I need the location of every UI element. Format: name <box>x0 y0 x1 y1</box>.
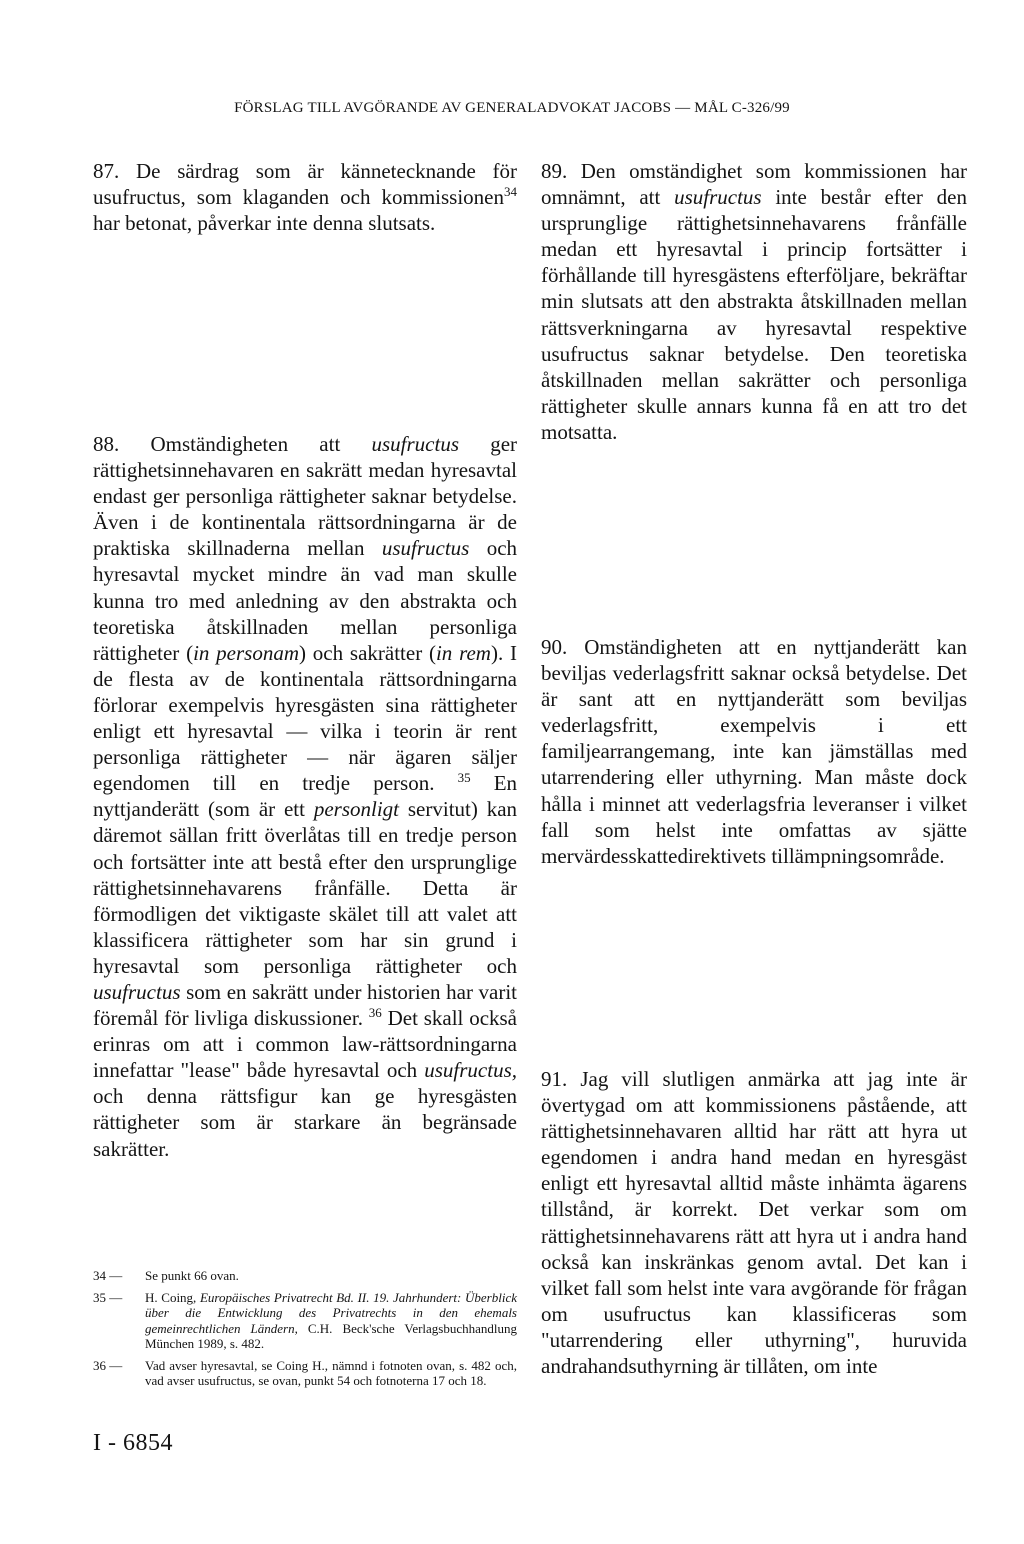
footnote-text: Vad avser hyresavtal, se Coing H., nämnd i fotnoten ovan, s. 482 och, vad avser usufructus, se ovan, punkt 54 och fotnoterna 17 och 18. <box>145 1357 517 1388</box>
footnote-number: 34 — <box>93 1268 123 1283</box>
footnote-text: Se punkt 66 ovan. <box>145 1268 239 1283</box>
paragraph-91 <box>541 1066 967 1379</box>
paragraph-text: servitut) kan däremot sällan fritt överlåtas till en tredje person och fortsätter inte att bestå efter den ursprunglige rättighetsinnehavarens frånfälle. Detta är förmodligen det viktigaste skälet till att valet att klassificera rättigheter som har sin grund i hyresavtal som personliga rättigheter och <box>93 797 518 978</box>
paragraph-text: ger rättighetsinnehavaren en sakrätt medan hyresavtal endast ger personliga rättigheter saknar betydelse. Även i de kontinentala rättsordningarna är de praktiska skillnaderna mellan <box>93 432 518 561</box>
paragraph-text: och hyresavtal mycket mindre än vad man skulle kunna tro med anledning av den abstrakta och teoretiska åtskillnaden mellan personliga rättigheter ( <box>93 536 518 665</box>
page-number: I - 6854 <box>93 1430 173 1456</box>
italic-term: in rem <box>435 640 491 665</box>
italic-term: usufructus <box>371 432 459 456</box>
italic-term: personligt <box>313 797 400 822</box>
paragraph-text: Den omständighet som kommissionen har omnämnt, att <box>541 159 968 210</box>
italic-term: usufructus, <box>424 1058 518 1083</box>
paragraph-number: 91. <box>541 1067 568 1091</box>
paragraph-text: En nyttjanderätt (som är ett <box>93 771 518 822</box>
paragraph-88 <box>93 431 517 1162</box>
paragraph-87 <box>93 158 517 236</box>
footnote-ref-34[interactable]: 34 <box>504 184 517 200</box>
paragraph-number: 88. <box>93 432 120 456</box>
footnote-35 <box>93 1290 517 1352</box>
paragraph-text: ) och sakrätter ( <box>299 640 436 665</box>
paragraph-90 <box>541 634 967 869</box>
footnote-ref-36[interactable]: 36 <box>368 1005 382 1021</box>
footnote-36 <box>93 1358 517 1389</box>
footnotes <box>93 1268 517 1395</box>
paragraph-text: inte består efter den ursprunglige rättighetsinnehavarens frånfälle medan ett hyresavtal i princip fortsätter i förhållande till hyresgästens efterföljare, bekräftar min slutsats att den abstrakta åtskillnaden mellan rättsverkningarna av hyresavtal respektive usufructus saknar betydelse. Den teoretiska åtskillnaden mellan sakrätter och personliga rättigheter skulle annars kunna få en att tro det motsatta. <box>541 185 967 444</box>
paragraph-number: 90. <box>541 635 568 659</box>
footnote-number: 35 — <box>93 1289 123 1305</box>
paragraph-text: Omständigheten att en nyttjanderätt kan beviljas vederlagsfritt saknar också betydelse. Det är sant att en nyttjanderätt som beviljas vederlagsfritt, exempelvis i ett familjearrangemang, inte kan jämställas med utarrendering eller uthyrning. Man måste dock hålla i minnet att vederlagsfria leveranser i vilket fall som helst inte omfattas av sjätte mervärdesskattedirektivets tillämpningsområde. <box>541 635 967 868</box>
footnote-publisher: C.H. Beck'sche Verlagsbuchhandlung München 1989, s. 482. <box>145 1320 518 1351</box>
footnote-34 <box>93 1268 517 1284</box>
footnote-number: 36 — <box>93 1357 123 1373</box>
paragraph-text: Omständigheten att <box>150 432 341 456</box>
paragraph-89 <box>541 158 967 445</box>
italic-term: usufructus <box>674 185 762 210</box>
footnote-ref-35[interactable]: 35 <box>457 770 471 786</box>
paragraph-text: De särdrag som är kännetecknande för usufructus, som klaganden och kommissionen <box>93 159 517 210</box>
paragraph-text: Det skall också erinras om att i common law-rättsordningarna innefattar "lease" både hyresavtal och <box>93 1006 518 1083</box>
italic-term: usufructus <box>381 536 470 561</box>
italic-term: usufructus <box>93 979 181 1004</box>
paragraph-text: ). I de flesta av de kontinentala rättsordningarna förlorar exempelvis hyresgästen sina rättigheter enligt ett hyresavtal — vilka i teorin är rent personliga rättigheter — när ägaren säljer egendomen till en tredje person. <box>93 640 517 796</box>
running-header: FÖRSLAG TILL AVGÖRANDE AV GENERALADVOKAT JACOBS — MÅL C-326/99 <box>234 100 790 116</box>
paragraph-text: har betonat, påverkar inte denna slutsats. <box>93 211 436 236</box>
footnote-text <box>145 1290 517 1352</box>
italic-term: in personam <box>193 640 300 665</box>
footnote-title: Europäisches Privatrecht Bd. II. 19. Jahrhundert: Überblick über die Entwicklung des Privatrechts in den ehemals gemeinrechtlichen Ländern, <box>145 1289 517 1336</box>
paragraph-number: 87. <box>93 159 120 183</box>
footnote-author: H. Coing, <box>145 1289 197 1305</box>
paragraph-text: Jag vill slutligen anmärka att jag inte är övertygad om att kommissionens påstående, att rättighetsinnehavaren alltid har rätt att hyra ut egendomen i andra hand medan en hyresgäst enligt ett hyresavtal alltid måste inhämta ägarens tillstånd, är korrekt. Det verkar som om rättighetsinnehavarens rätt att hyra ut i andra hand också kan inskränkas genom avtal. Det kan i vilket fall som helst inte vara avgörande för frågan om usufructus kan klassificeras som "utarrendering eller uthyrning", huruvida andrahandsuthyrning är tillåten, om inte <box>541 1067 967 1379</box>
paragraph-text: och denna rättsfigur kan ge hyresgästen rättigheter som är starkare än begränsade sakrätter. <box>93 1084 517 1161</box>
paragraph-number: 89. <box>541 159 568 183</box>
paragraph-text: som en sakrätt under historien har varit föremål för livliga diskussioner. <box>93 979 518 1031</box>
